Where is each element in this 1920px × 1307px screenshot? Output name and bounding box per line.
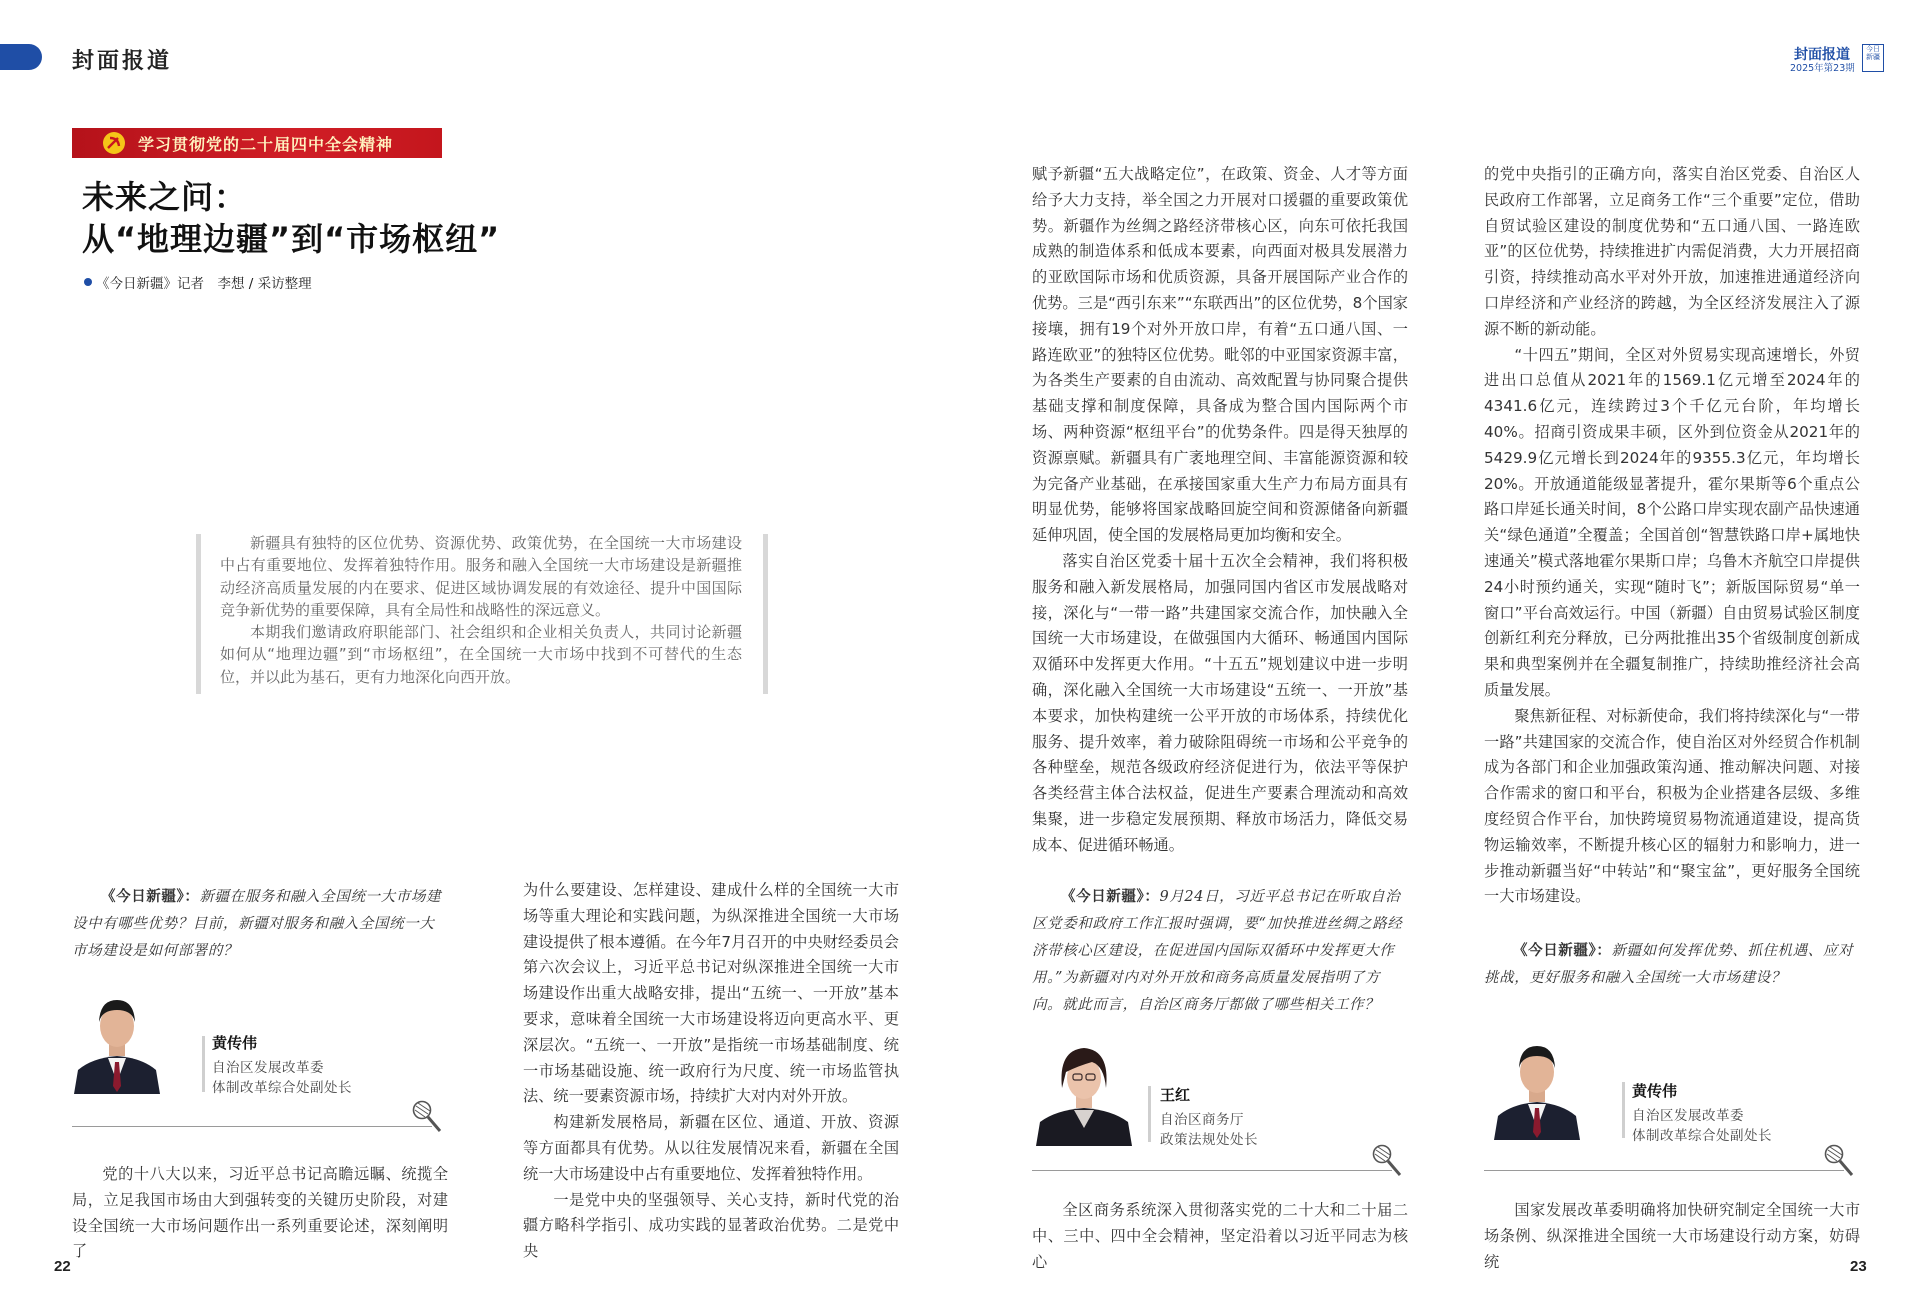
header-section-left: 封面报道 <box>72 48 173 74</box>
person-2-name: 王红 <box>1160 1086 1191 1104</box>
brand-logo-box <box>1862 44 1884 72</box>
person-3-name: 黄传伟 <box>1632 1082 1678 1100</box>
header-tab <box>0 44 42 70</box>
person-1-accent <box>202 1036 205 1092</box>
column-3-bottom <box>1032 1198 1408 1275</box>
col2-paragraph-3: 一是党中央的坚强领导、关心支持，新时代党的治疆方略科学指引、成功实践的显著政治优势。二是党中央 <box>523 1190 899 1261</box>
page-number-right: 23 <box>1850 1258 1867 1275</box>
person-3-accent <box>1622 1082 1625 1138</box>
portrait-wang <box>1032 1036 1136 1146</box>
question-3 <box>1484 938 1860 992</box>
theme-banner-text: 学习贯彻党的二十届四中全会精神 <box>138 135 394 154</box>
person-2-title-1: 自治区商务厅 <box>1160 1112 1244 1128</box>
portrait-huang-2 <box>1492 1030 1582 1140</box>
col3-paragraph-1: 赋予新疆“五大战略定位”，在政策、资金、人才等方面给予大力支持，举全国之力开展对口援疆的重要政策优势。新疆作为丝绸之路经济带核心区，向东可依托我国成熟的制造体系和低成本要素，向西面对极具发展潜力的亚欧国际市场和优质资源，具备开展国际产业合作的优势。三是“西引东来”“东联西出”的区位优势，8个国家接壤，拥有19个对外开放口岸，有着“五口通八国、一路连欧亚”的独特区位优势。毗邻的中亚国家资源丰富，为各类生产要素的自由流动、高效配置与协同聚合提供基础支撑和制度保障，具备成为整合国内国际两个市场、两种资源“枢纽平台”的优势条件。四是得天独厚的资源禀赋。新疆具有广袤地理空间、丰富能源资源和较为完备产业基础，在承接国家重大生产力布局方面具有明显优势，能够将国家战略回旋空间和资源储备向新疆延伸巩固，使全国的发展格局更加均衡和安全。 <box>1032 165 1408 545</box>
column-4-bottom <box>1484 1198 1860 1275</box>
person-1-title-2: 体制改革综合处副处长 <box>212 1080 352 1096</box>
article-title-line2: 从“地理边疆”到“市场枢纽” <box>82 220 501 258</box>
article-title-line1: 未来之问： <box>82 178 248 216</box>
page-number-left: 22 <box>54 1258 71 1275</box>
col4-paragraph-2: “十四五”期间，全区对外贸易实现高速增长，外贸进出口总值从2021年的1569.1亿元增至2024年的4341.6亿元，连续跨过3个千亿元台阶，年均增长40%。招商引资成果丰硕，区外到位资金从2021年的5429.9亿元增长到2024年的9355.3亿元，年均增长20%。开放通道能级显著提升，霍尔果斯等6个重点公路口岸延长通关时间，8个公路口岸实现农副产品快速通关“绿色通道”全覆盖；全国首创“智慧铁路口岸+属地快速通关”模式落地霍尔果斯口岸；乌鲁木齐航空口岸提供24小时预约通关，实现“随时飞”；新版国际贸易“单一窗口”平台高效运行。中国（新疆）自由贸易试验区制度创新红利充分释放，已分两批推出35个省级制度创新成果和典型案例并在全疆复制推广，持续助推经济社会高质量发展。 <box>1484 345 1860 699</box>
byline: 《今日新疆》记者 李想 / 采访整理 <box>96 276 312 292</box>
column-4 <box>1484 162 1860 910</box>
question-1-text: 新疆在服务和融入全国统一大市场建设中有哪些优势？目前，新疆对服务和融入全国统一大市场建设是如何部署的？ <box>72 889 442 959</box>
question-1-lead: 《今日新疆》： <box>101 889 200 905</box>
woman-portrait-icon <box>1032 1036 1136 1146</box>
brand-logo-text: 今日新疆 <box>1866 45 1880 61</box>
interview-divider-3 <box>1484 1170 1844 1171</box>
person-1-name: 黄传伟 <box>212 1034 258 1052</box>
person-1-title-1: 自治区发展改革委 <box>212 1060 324 1076</box>
header-section-right: 封面报道 <box>1794 47 1850 63</box>
microphone-icon <box>410 1098 444 1134</box>
intro-bar-right <box>763 534 768 694</box>
col1-paragraph: 党的十八大以来，习近平总书记高瞻远瞩、统揽全局，立足我国市场由大到强转变的关键历史阶段，对建设全国统一大市场问题作出一系列重要论述，深刻阐明了 <box>72 1165 448 1261</box>
question-2-text: 9月24日，习近平总书记在听取自治区党委和政府工作汇报时强调，要“加快推进丝绸之路经济带核心区建设，在促进国内国际双循环中发挥更大作用。”为新疆对内对外开放和商务高质量发展指明了方向。就此而言，自治区商务厅都做了哪些相关工作？ <box>1032 889 1403 1013</box>
col4-bottom-paragraph: 国家发展改革委明确将加快研究制定全国统一大市场条例、纵深推进全国统一大市场建设行动方案，妨碍统 <box>1484 1201 1860 1271</box>
column-2 <box>523 878 899 1265</box>
question-2-lead: 《今日新疆》： <box>1061 889 1160 905</box>
column-1-bottom <box>72 1162 448 1265</box>
man-portrait-icon <box>1492 1030 1582 1140</box>
intro-paragraph-2: 本期我们邀请政府职能部门、社会组织和企业相关负责人，共同讨论新疆如何从“地理边疆”到“市场枢纽”，在全国统一大市场中找到不可替代的生态位，并以此为基石，更有力地深化向西开放。 <box>220 623 742 686</box>
microphone-icon <box>1370 1142 1404 1178</box>
col4-paragraph-1: 的党中央指引的正确方向，落实自治区党委、自治区人民政府工作部署，立足商务工作“三个重要”定位，借助自贸试验区建设的制度优势和“五口通八国、一路连欧亚”的区位优势，持续推进扩内需促消费，大力开展招商引资，持续推动高水平对外开放，加速推进通道经济向口岸经济和产业经济的跨越，为全区经济发展注入了源源不断的新动能。 <box>1484 165 1860 338</box>
interview-divider-2 <box>1032 1170 1392 1171</box>
person-3-title-1: 自治区发展改革委 <box>1632 1108 1744 1124</box>
col4-paragraph-3: 聚焦新征程、对标新使命，我们将持续深化与“一带一路”共建国家的交流合作，使自治区对外经贸合作机制成为各部门和企业加强政策沟通、推动解决问题、对接合作需求的窗口和平台，积极为企业搭建各层级、多维度经贸合作平台，加快跨境贸易物流通道建设，提高货物运输效率，不断提升核心区的辐射力和影响力，进一步推动新疆当好“中转站”和“聚宝盆”，更好服务全国统一大市场建设。 <box>1484 706 1860 906</box>
interview-divider-1 <box>72 1126 432 1127</box>
header-issue: 2025年第23期 <box>1790 63 1855 74</box>
byline-bullet <box>84 278 92 286</box>
theme-banner <box>72 128 442 158</box>
man-portrait-icon <box>72 986 162 1094</box>
col2-paragraph-1: 为什么要建设、怎样建设、建成什么样的全国统一大市场等重大理论和实践问题，为纵深推进全国统一大市场建设提供了根本遵循。在今年7月召开的中央财经委员会第六次会议上，习近平总书记对纵深推进全国统一大市场建设作出重大战略安排，提出“五统一、一开放”基本要求，意味着全国统一大市场建设将迈向更高水平、更深层次。“五统一、一开放”是指统一市场基础制度、统一市场基础设施、统一政府行为尺度、统一市场监管执法、统一要素资源市场，持续扩大对内对外开放。 <box>523 881 899 1106</box>
question-3-lead: 《今日新疆》： <box>1513 943 1612 959</box>
intro-text <box>220 532 742 688</box>
question-2 <box>1032 884 1408 1019</box>
question-3-text: 新疆如何发挥优势、抓住机遇、应对挑战，更好服务和融入全国统一大市场建设？ <box>1484 943 1854 986</box>
intro-bar-left <box>196 534 201 694</box>
person-3-title-2: 体制改革综合处副处长 <box>1632 1128 1772 1144</box>
person-2-title-2: 政策法规处处长 <box>1160 1132 1258 1148</box>
intro-paragraph-1: 新疆具有独特的区位优势、资源优势、政策优势，在全国统一大市场建设中占有重要地位、发挥着独特作用。服务和融入全国统一大市场建设是新疆推动经济高质量发展的内在要求、促进区域协调发展的有效途径、提升中国国际竞争新优势的重要保障，具有全局性和战略性的深远意义。 <box>220 534 742 619</box>
portrait-huang-1 <box>72 986 162 1094</box>
person-2-accent <box>1148 1086 1151 1142</box>
col3-bottom-paragraph: 全区商务系统深入贯彻落实党的二十大和二十届二中、三中、四中全会精神，坚定沿着以习近平同志为核心 <box>1032 1201 1408 1271</box>
col2-paragraph-2: 构建新发展格局，新疆在区位、通道、开放、资源等方面都具有优势。从以往发展情况来看，新疆在全国统一大市场建设中占有重要地位、发挥着独特作用。 <box>523 1113 899 1183</box>
column-3 <box>1032 162 1408 859</box>
microphone-icon <box>1822 1142 1856 1178</box>
question-1 <box>72 884 448 965</box>
party-emblem-icon <box>102 131 126 155</box>
col3-paragraph-2: 落实自治区党委十届十五次全会精神，我们将积极服务和融入新发展格局，加强同国内省区市发展战略对接，深化与“一带一路”共建国家交流合作，加快融入全国统一大市场建设，在做强国内大循环、畅通国内国际双循环中发挥更大作用。“十五五”规划建议中进一步明确，深化融入全国统一大市场建设“五统一、一开放”基本要求，加快构建统一公平开放的市场体系，持续优化服务、提升效率，着力破除阻碍统一市场和公平竞争的各种壁垒，规范各级政府经济促进行为，依法平等保护各类经营主体合法权益，促进生产要素合理流动和高效集聚，进一步稳定发展预期、释放市场活力，降低交易成本、促进循环畅通。 <box>1032 551 1408 854</box>
